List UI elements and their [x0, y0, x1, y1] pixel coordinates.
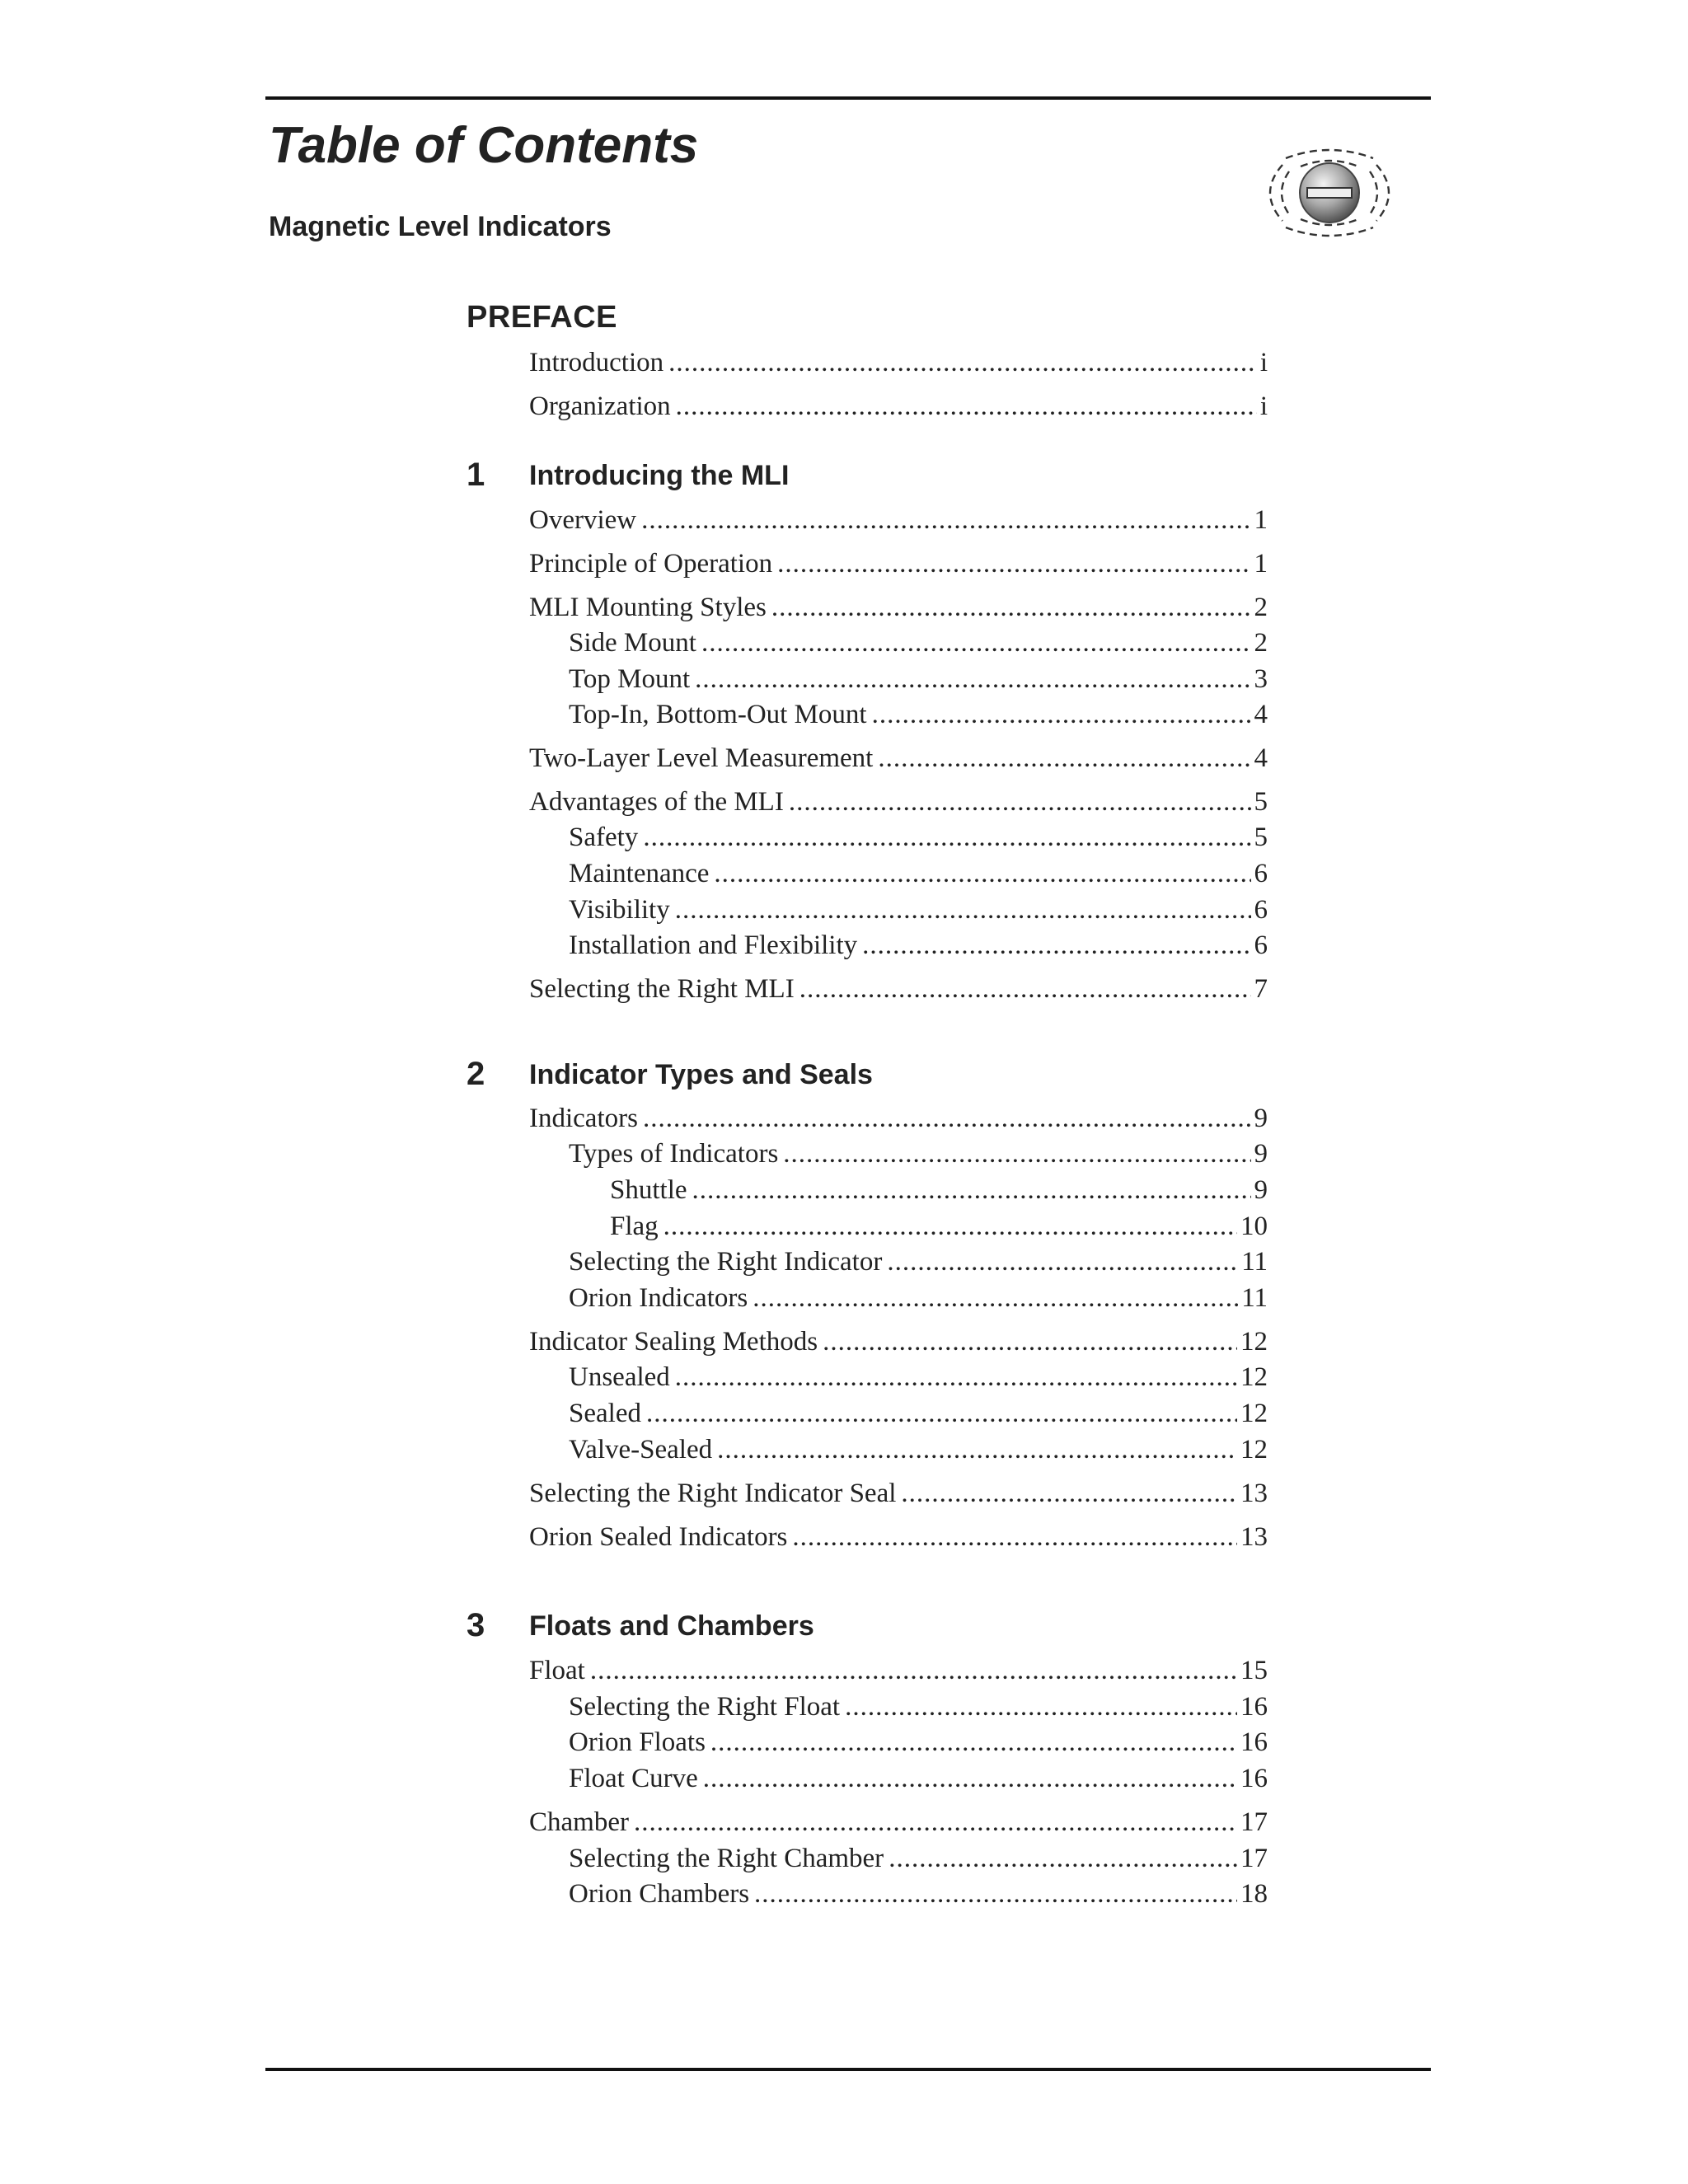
leader-dots — [701, 626, 1251, 659]
toc-entry[interactable] — [569, 626, 1268, 659]
preface-heading: PREFACE — [467, 300, 617, 335]
toc-entry-page: 16 — [1240, 1727, 1268, 1757]
toc-entry[interactable] — [610, 1210, 1268, 1243]
toc-entry[interactable] — [529, 1102, 1268, 1135]
leader-dots — [753, 1282, 1238, 1315]
toc-entry[interactable] — [529, 1806, 1268, 1839]
leader-dots — [675, 1361, 1237, 1394]
leader-dots — [754, 1877, 1237, 1910]
toc-entry[interactable] — [529, 742, 1268, 775]
toc-entry-label: Orion Chambers — [569, 1879, 750, 1909]
toc-entry-label: Flag — [610, 1212, 659, 1241]
toc-entry-page: 12 — [1240, 1435, 1268, 1465]
toc-entry-label: Orion Indicators — [569, 1283, 748, 1313]
toc-entry-page: 7 — [1254, 974, 1268, 1004]
toc-entry-label: Top Mount — [569, 664, 691, 694]
toc-entry[interactable] — [529, 1477, 1268, 1510]
toc-entry-label: Safety — [569, 823, 639, 852]
toc-entry[interactable] — [569, 1433, 1268, 1466]
toc-entry-page: 6 — [1254, 930, 1268, 960]
toc-entry[interactable] — [610, 1174, 1268, 1207]
toc-entry[interactable] — [529, 1654, 1268, 1687]
toc-entry-label: Types of Indicators — [569, 1139, 779, 1169]
leader-dots — [799, 972, 1251, 1005]
toc-entry-label: Two-Layer Level Measurement — [529, 743, 874, 773]
leader-dots — [676, 390, 1257, 423]
toc-entry-page: 4 — [1254, 743, 1268, 773]
leader-dots — [771, 591, 1251, 624]
toc-entry[interactable] — [569, 1282, 1268, 1315]
toc-entry-label: Selecting the Right Chamber — [569, 1844, 884, 1873]
leader-dots — [777, 547, 1250, 580]
toc-entry-label: Side Mount — [569, 628, 696, 658]
toc-entry[interactable] — [569, 821, 1268, 854]
bottom-rule — [265, 2068, 1431, 2071]
toc-entry[interactable] — [569, 1361, 1268, 1394]
leader-dots — [717, 1433, 1237, 1466]
toc-entry[interactable] — [569, 1245, 1268, 1278]
toc-entry-page: 12 — [1240, 1327, 1268, 1357]
page-subtitle: Magnetic Level Indicators — [269, 211, 612, 242]
toc-entry-label: Selecting the Right Indicator — [569, 1247, 883, 1277]
toc-entry-label: Sealed — [569, 1399, 641, 1428]
chapter-number: 2 — [467, 1056, 485, 1092]
toc-entry-label: Overview — [529, 505, 637, 535]
toc-entry[interactable] — [529, 346, 1268, 379]
toc-entry-label: Advantages of the MLI — [529, 787, 784, 817]
leader-dots — [590, 1654, 1237, 1687]
chapter-title: Floats and Chambers — [529, 1610, 814, 1642]
leader-dots — [668, 346, 1257, 379]
toc-entry-page: 2 — [1254, 628, 1268, 658]
leader-dots — [845, 1690, 1237, 1723]
toc-entry-page: 3 — [1254, 664, 1268, 694]
leader-dots — [887, 1245, 1238, 1278]
toc-entry-label: Orion Floats — [569, 1727, 706, 1757]
toc-entry-page: 6 — [1254, 859, 1268, 888]
toc-entry-label: Visibility — [569, 895, 670, 925]
toc-entry-page: 9 — [1254, 1104, 1268, 1133]
leader-dots — [783, 1137, 1250, 1170]
toc-entry-label: Indicator Sealing Methods — [529, 1327, 818, 1357]
toc-entry-page: 17 — [1240, 1844, 1268, 1873]
chapter-number: 3 — [467, 1607, 485, 1643]
leader-dots — [663, 1210, 1237, 1243]
toc-entry-label: Unsealed — [569, 1362, 670, 1392]
leader-dots — [643, 821, 1250, 854]
toc-entry[interactable] — [569, 698, 1268, 731]
chapter-number: 1 — [467, 457, 485, 493]
toc-entry-page: 16 — [1240, 1692, 1268, 1722]
page-title: Table of Contents — [269, 117, 699, 174]
toc-entry-page: 1 — [1254, 549, 1268, 579]
leader-dots — [889, 1842, 1237, 1875]
toc-entry-label: Top-In, Bottom-Out Mount — [569, 700, 867, 729]
leader-dots — [695, 663, 1250, 696]
toc-entry[interactable] — [569, 1762, 1268, 1795]
toc-entry[interactable] — [569, 1726, 1268, 1759]
toc-entry-page: i — [1259, 348, 1268, 377]
leader-dots — [872, 698, 1251, 731]
toc-entry-label: Selecting the Right MLI — [529, 974, 795, 1004]
leader-dots — [862, 929, 1250, 962]
toc-entry-page: 4 — [1254, 700, 1268, 729]
leader-dots — [901, 1477, 1237, 1510]
toc-entry-page: 17 — [1240, 1807, 1268, 1837]
toc-entry-label: Float — [529, 1656, 585, 1685]
toc-entry-label: Orion Sealed Indicators — [529, 1522, 788, 1552]
toc-entry-label: Organization — [529, 391, 671, 421]
toc-entry-label: Selecting the Right Float — [569, 1692, 841, 1722]
toc-entry[interactable] — [569, 1397, 1268, 1430]
toc-entry-page: 9 — [1254, 1175, 1268, 1205]
toc-entry[interactable] — [569, 929, 1268, 962]
toc-entry-page: 12 — [1240, 1362, 1268, 1392]
toc-entry[interactable] — [529, 1325, 1268, 1358]
toc-entry-label: Selecting the Right Indicator Seal — [529, 1479, 897, 1508]
toc-entry[interactable] — [529, 390, 1268, 423]
toc-entry[interactable] — [569, 1877, 1268, 1910]
toc-entry-page: 1 — [1254, 505, 1268, 535]
leader-dots — [703, 1762, 1237, 1795]
toc-entry-page: 18 — [1240, 1879, 1268, 1909]
toc-entry-page: 11 — [1241, 1247, 1268, 1277]
leader-dots — [675, 893, 1251, 926]
toc-entry[interactable] — [529, 591, 1268, 624]
toc-entry-label: MLI Mounting Styles — [529, 593, 767, 622]
toc-entry-page: 13 — [1240, 1479, 1268, 1508]
leader-dots — [878, 742, 1250, 775]
leader-dots — [710, 1726, 1237, 1759]
toc-entry[interactable] — [569, 1690, 1268, 1723]
toc-entry-label: Principle of Operation — [529, 549, 773, 579]
toc-entry-page: 6 — [1254, 895, 1268, 925]
toc-entry-page: 5 — [1254, 823, 1268, 852]
leader-dots — [641, 504, 1250, 537]
toc-entry-label: Shuttle — [610, 1175, 687, 1205]
leader-dots — [646, 1397, 1237, 1430]
toc-entry-label: Float Curve — [569, 1764, 698, 1793]
leader-dots — [692, 1174, 1251, 1207]
chapter-title: Indicator Types and Seals — [529, 1059, 873, 1090]
toc-entry-page: 11 — [1241, 1283, 1268, 1313]
toc-entry-page: 9 — [1254, 1139, 1268, 1169]
toc-entry[interactable] — [569, 857, 1268, 890]
toc-entry-label: Indicators — [529, 1104, 638, 1133]
toc-entry-page: 16 — [1240, 1764, 1268, 1793]
toc-entry[interactable] — [569, 1137, 1268, 1170]
toc-entry-page: 10 — [1240, 1212, 1268, 1241]
leader-dots — [643, 1102, 1251, 1135]
toc-entry-label: Chamber — [529, 1807, 629, 1837]
leader-dots — [792, 1521, 1237, 1554]
leader-dots — [634, 1806, 1237, 1839]
leader-dots — [789, 785, 1251, 818]
leader-dots — [714, 857, 1250, 890]
toc-entry-label: Maintenance — [569, 859, 710, 888]
toc-entry[interactable] — [529, 972, 1268, 1005]
toc-entry[interactable] — [529, 504, 1268, 537]
toc-entry-label: Installation and Flexibility — [569, 930, 858, 960]
toc-entry[interactable] — [529, 1521, 1268, 1554]
toc-entry-page: 15 — [1240, 1656, 1268, 1685]
toc-entry-page: 12 — [1240, 1399, 1268, 1428]
toc-entry-label: Introduction — [529, 348, 664, 377]
toc-entry-page: 13 — [1240, 1522, 1268, 1552]
toc-entry-page: 2 — [1254, 593, 1268, 622]
leader-dots — [823, 1325, 1237, 1358]
chapter-title: Introducing the MLI — [529, 460, 790, 491]
toc-entry[interactable] — [529, 547, 1268, 580]
toc-entry[interactable] — [569, 893, 1268, 926]
toc-entry[interactable] — [569, 1842, 1268, 1875]
toc-entry-page: i — [1259, 391, 1268, 421]
toc-entry[interactable] — [529, 785, 1268, 818]
toc-entry[interactable] — [569, 663, 1268, 696]
toc-entry-page: 5 — [1254, 787, 1268, 817]
toc-entry-label: Valve-Sealed — [569, 1435, 713, 1465]
